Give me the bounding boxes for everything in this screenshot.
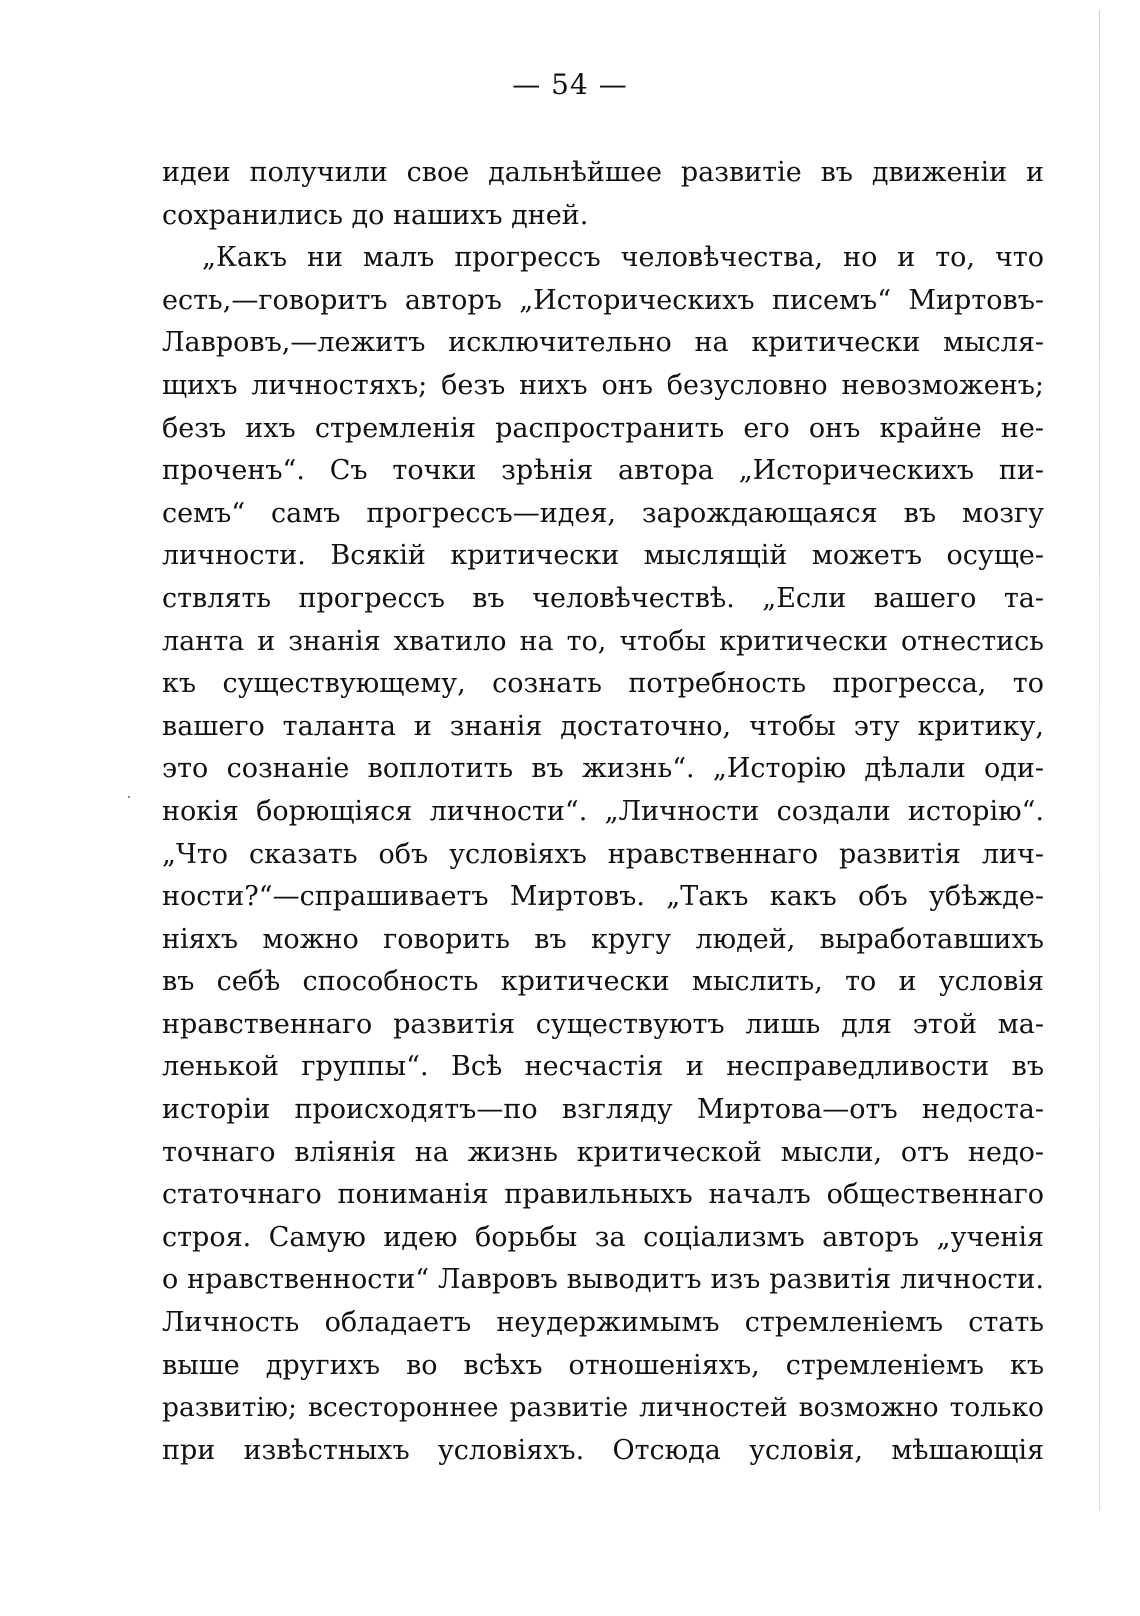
text-line: „Что сказать объ условіяхъ нравственнаго развитія лич- <box>162 838 1044 870</box>
text-line: проченъ“. Съ точки зрѣнія автора „Историческихъ пи- <box>162 455 1044 487</box>
text-line: есть,—говоритъ авторъ „Историческихъ писемъ“ Миртовъ- <box>162 284 1044 316</box>
text-line: ствлять прогрессъ въ человѣчествѣ. „Если вашего та- <box>162 582 1044 614</box>
text-line: къ существующему, сознать потребность прогресса, то <box>162 668 1044 700</box>
text-line: развитію; всестороннее развитіе личностей возможно только <box>162 1392 1044 1424</box>
body-text <box>162 152 1044 1472</box>
scan-speck <box>128 796 130 798</box>
text-line: „Какъ ни малъ прогрессъ человѣчества, но и то, что <box>202 242 1044 274</box>
page-number: — 54 — <box>512 68 628 101</box>
text-line: въ себѣ способность критически мыслить, то и условія <box>162 966 1044 998</box>
text-line: это сознаніе воплотить въ жизнь“. „Исторію дѣлали оди- <box>162 753 1044 785</box>
text-line: ленькой группы“. Всѣ несчастія и несправедливости въ <box>162 1051 1044 1083</box>
text-line: семъ“ самъ прогрессъ—идея, зарождающаяся въ мозгу <box>162 497 1044 529</box>
text-line: о нравственности“ Лавровъ выводитъ изъ развитія личности. <box>162 1264 1044 1296</box>
scan-edge-line <box>1099 10 1100 1510</box>
text-line: идеи получили свое дальнѣйшее развитіе въ движеніи и <box>162 157 1044 188</box>
text-line: личности. Всякій критически мыслящій можетъ осуще- <box>162 540 1044 572</box>
text-line: ланта и знанія хватило на то, чтобы критически отнестись <box>162 625 1044 657</box>
text-line: нравственнаго развитія существуютъ лишь для этой ма- <box>162 1008 1044 1040</box>
text-line: ности?“—спрашиваетъ Миртовъ. „Такъ какъ объ убѣжде- <box>162 881 1044 913</box>
text-line: Лавровъ,—лежитъ исключительно на критически мысля- <box>162 327 1044 359</box>
text-line: при извѣстныхъ условіяхъ. Отсюда условія, мѣшающія <box>162 1434 1044 1466</box>
text-line: выше другихъ во всѣхъ отношеніяхъ, стремленіемъ къ <box>162 1349 1044 1381</box>
text-line: безъ ихъ стремленія распространить его онъ крайне не- <box>162 412 1044 444</box>
text-line: ніяхъ можно говорить въ кругу людей, выработавшихъ <box>162 923 1044 955</box>
text-line: нокія борющіяся личности“. „Личности создали исторію“. <box>162 795 1044 827</box>
text-line: щихъ личностяхъ; безъ нихъ онъ безусловно невозможенъ; <box>162 369 1044 401</box>
text-line: строя. Самую идею борьбы за соціализмъ авторъ „ученія <box>162 1221 1044 1253</box>
text-line: Личность обладаетъ неудержимымъ стремленіемъ стать <box>162 1307 1044 1339</box>
text-line: точнаго вліянія на жизнь критической мысли, отъ недо- <box>162 1136 1044 1168</box>
text-line: исторіи происходятъ—по взгляду Миртова—отъ недоста- <box>162 1094 1044 1126</box>
text-line: сохранились до нашихъ дней. <box>162 199 589 231</box>
text-line: статочнаго пониманія правильныхъ началъ общественнаго <box>162 1179 1044 1211</box>
text-line: вашего таланта и знанія достаточно, чтобы эту критику, <box>162 710 1044 742</box>
